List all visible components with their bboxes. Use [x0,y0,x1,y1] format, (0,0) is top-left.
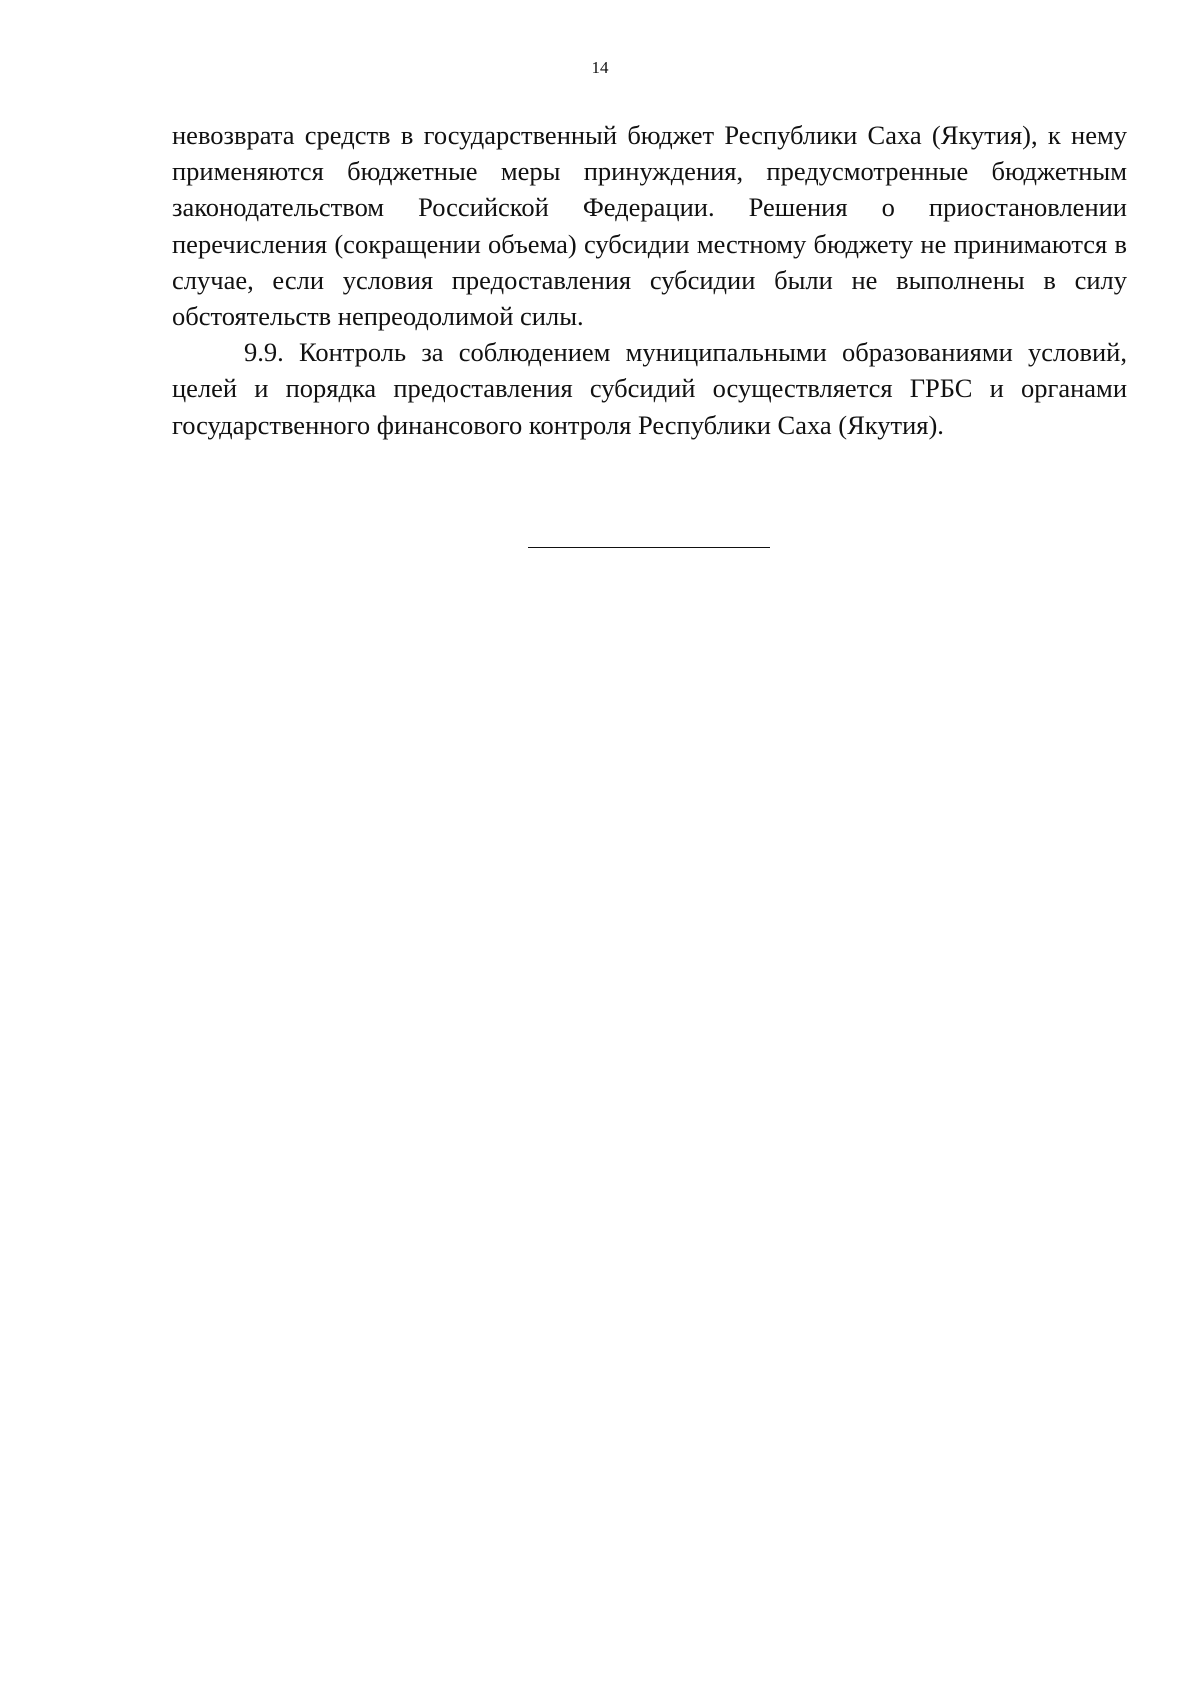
document-body [172,117,1127,443]
paragraph-continuation: невозврата средств в государственный бюджет Республики Саха (Якутия), к нему применяются бюджетные меры принуждения, предусмотренные бюджетным законодательством Российской Федерации. Решения о приостановлении перечисления (сокращении объема) субсидии местному бюджету не принимаются в случае, если условия предоставления субсидии были не выполнены в силу обстоятельств непреодолимой силы. [172,120,1127,332]
end-of-document-rule [528,547,770,548]
paragraph-9-9: 9.9. Контроль за соблюдением муниципальными образованиями условий, целей и порядка предоставления субсидий осуществляется ГРБС и органами государственного финансового контроля Республики Саха (Якутия). [172,337,1127,440]
page-number: 14 [591,58,609,77]
